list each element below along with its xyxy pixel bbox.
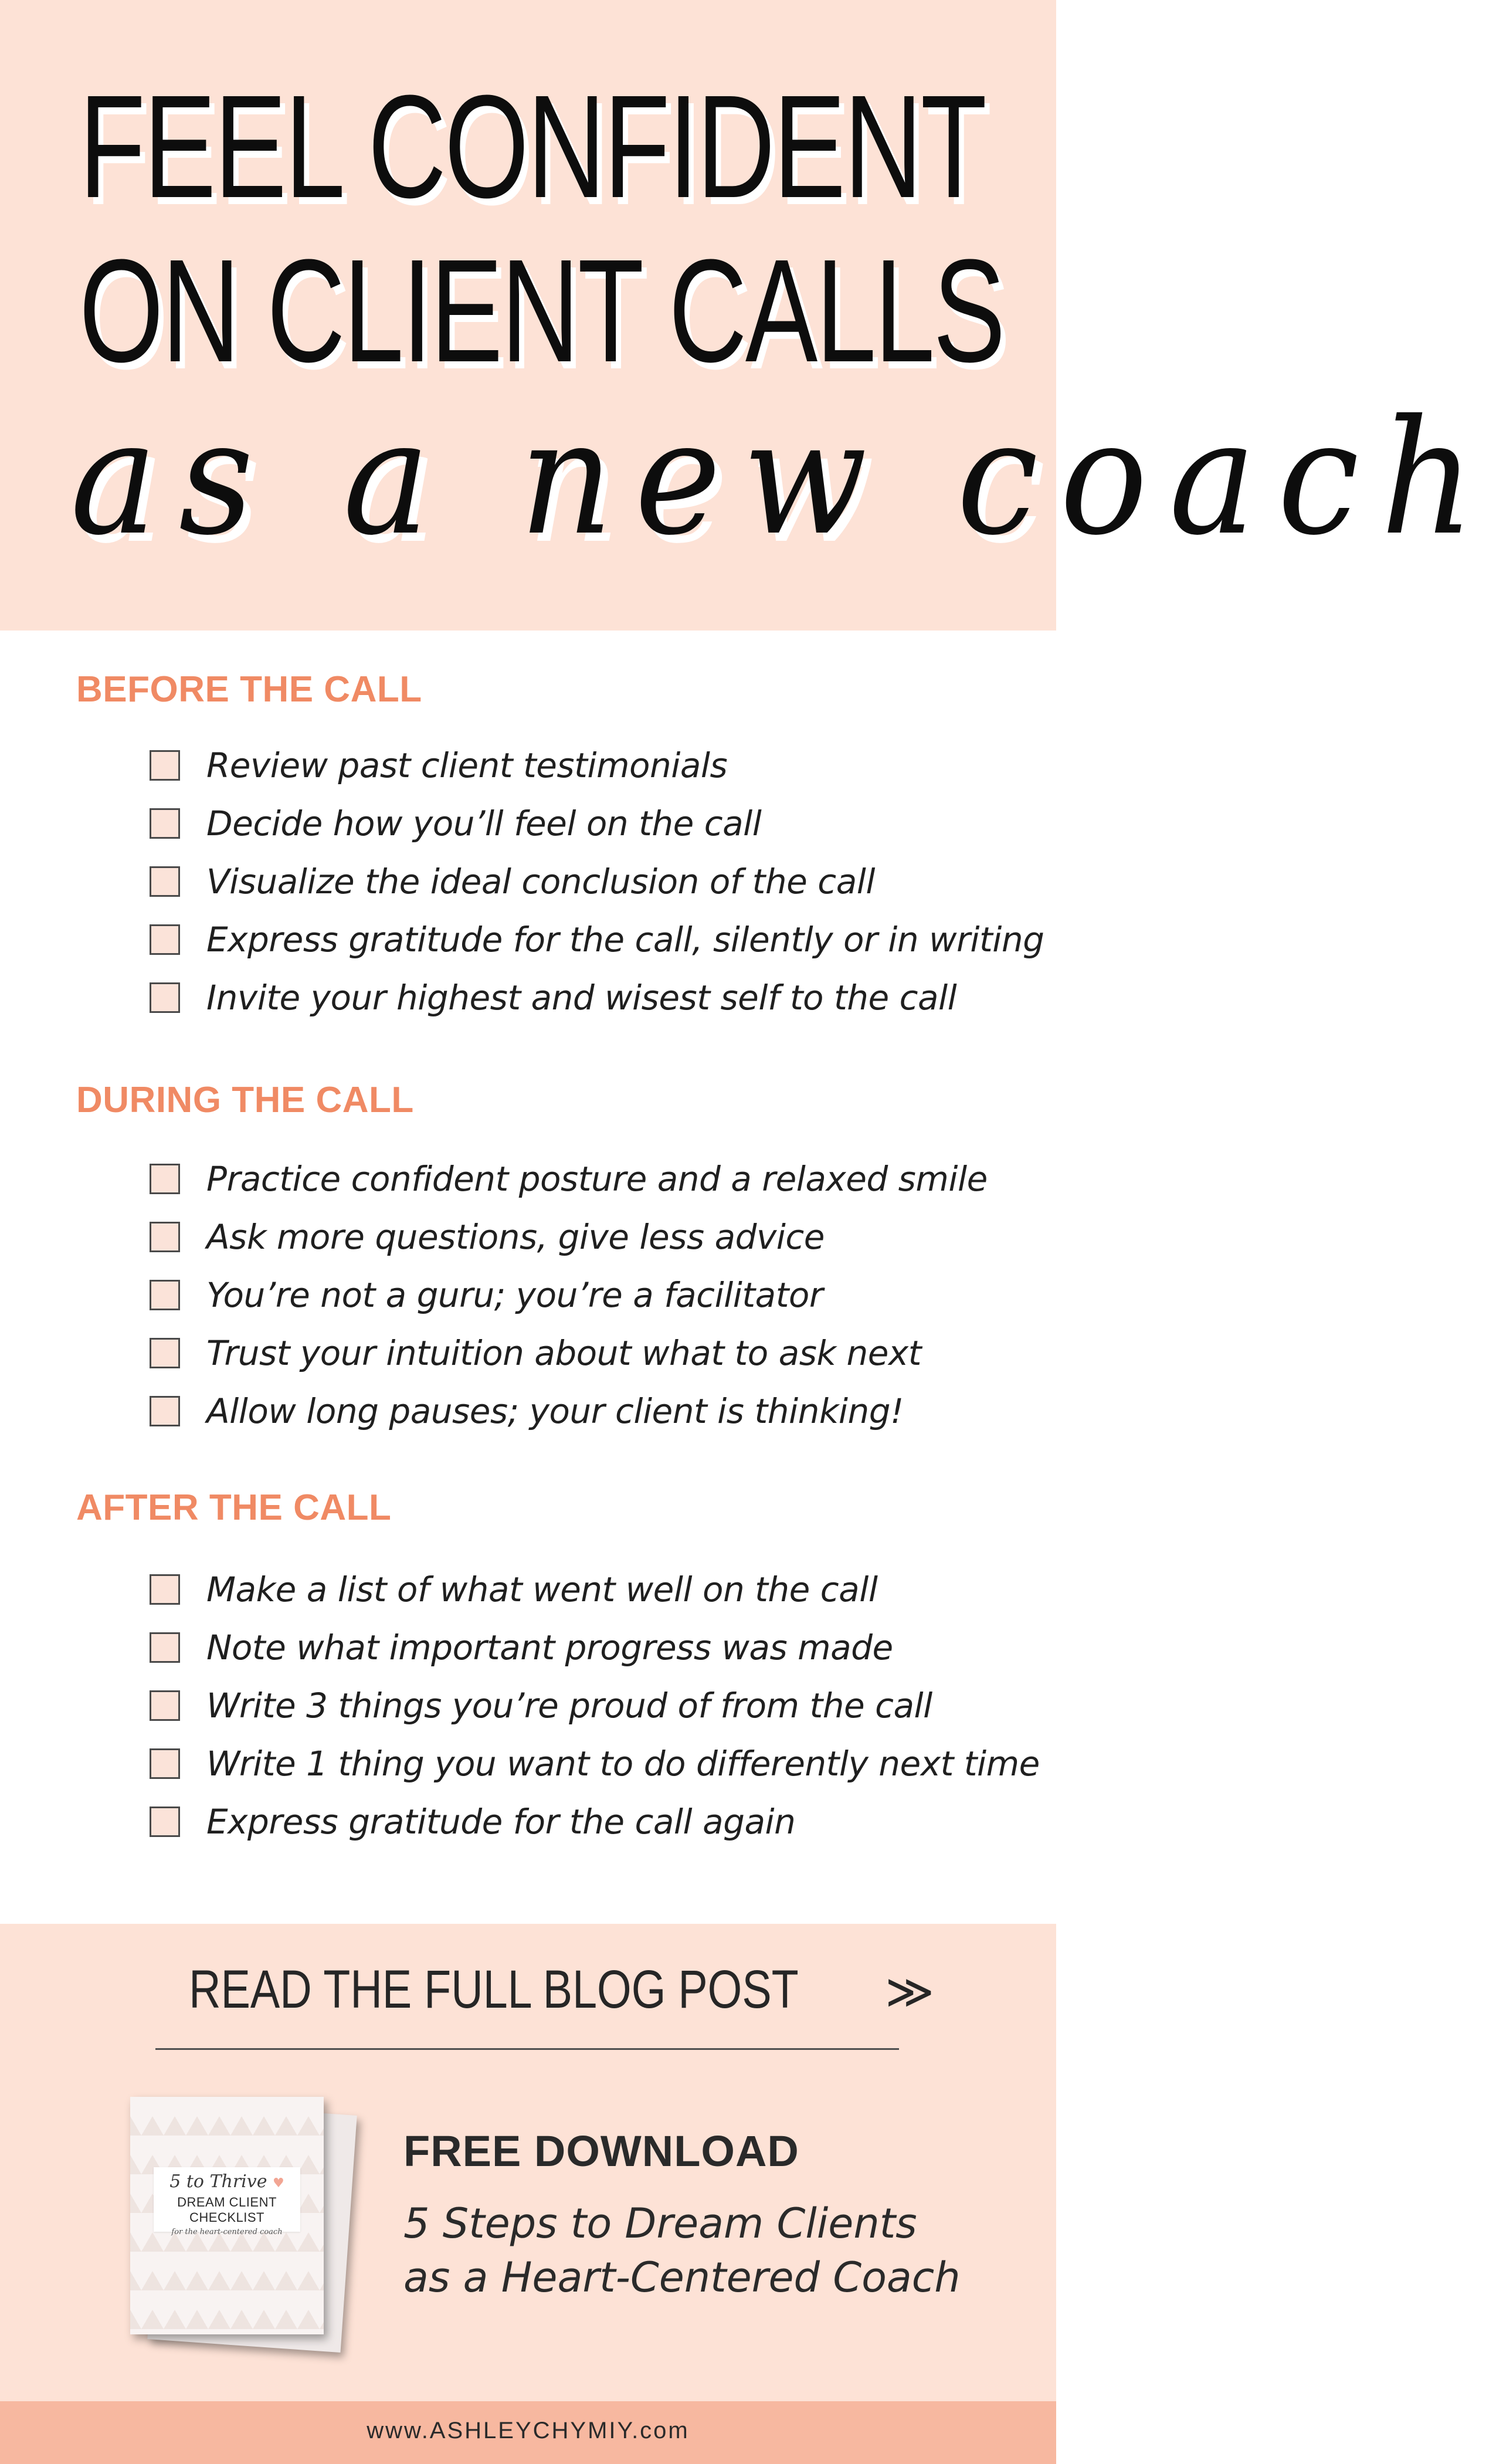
booklet-title: DREAM CLIENT CHECKLIST bbox=[177, 2195, 277, 2225]
checklist-item bbox=[150, 910, 1044, 968]
title-script-line: as a new coach bbox=[70, 385, 1496, 570]
checklist-item-text: Trust your intuition about what to ask next bbox=[206, 1333, 921, 1373]
checklist-item bbox=[150, 852, 1044, 910]
heart-icon: ♥ bbox=[273, 2176, 284, 2191]
booklet-script-title: 5 to Thrive bbox=[169, 2171, 267, 2192]
checkbox[interactable] bbox=[150, 1338, 180, 1368]
checkbox[interactable] bbox=[150, 982, 180, 1013]
double-chevron-right-icon: ≫ bbox=[885, 1964, 935, 2019]
checklist-item bbox=[150, 1676, 1040, 1734]
checklist-item bbox=[150, 794, 1044, 852]
checklist-item bbox=[150, 1792, 1040, 1850]
checklist-item-text: Visualize the ideal conclusion of the call bbox=[206, 861, 875, 901]
checklist-item bbox=[150, 1208, 988, 1266]
checkbox[interactable] bbox=[150, 1632, 180, 1663]
checkbox[interactable] bbox=[150, 1690, 180, 1721]
checkbox[interactable] bbox=[150, 750, 180, 781]
checklist-item-text: Invite your highest and wisest self to the call bbox=[206, 977, 957, 1018]
checklist-item-text: Allow long pauses; your client is thinking! bbox=[206, 1391, 904, 1431]
checklist-during bbox=[150, 1150, 988, 1440]
booklet-cover bbox=[130, 2097, 324, 2334]
checklist-item-text: Decide how you’ll feel on the call bbox=[206, 803, 762, 843]
checkbox[interactable] bbox=[150, 1574, 180, 1605]
website-url[interactable]: www.ASHLEYCHYMIY.com bbox=[367, 2418, 690, 2443]
checklist-item-text: Express gratitude for the call, silently or in writing bbox=[206, 919, 1044, 960]
free-download-heading[interactable]: FREE DOWNLOAD bbox=[403, 2127, 799, 2175]
checklist-item-text: Write 3 things you’re proud of from the call bbox=[206, 1685, 932, 1726]
checklist-item bbox=[150, 968, 1044, 1026]
checkbox[interactable] bbox=[150, 1807, 180, 1837]
checkbox[interactable] bbox=[150, 1396, 180, 1426]
checklist-item-text: Review past client testimonials bbox=[206, 745, 728, 785]
checklist-item bbox=[150, 1618, 1040, 1676]
checklist-item-text: Write 1 thing you want to do differently next time bbox=[206, 1743, 1040, 1784]
checklist-item bbox=[150, 1324, 988, 1382]
checklist-item-text: Note what important progress was made bbox=[206, 1627, 893, 1667]
checkbox[interactable] bbox=[150, 808, 180, 839]
checkbox[interactable] bbox=[150, 1280, 180, 1310]
checklist-item bbox=[150, 1734, 1040, 1792]
checkbox[interactable] bbox=[150, 866, 180, 897]
footer-divider bbox=[155, 2048, 899, 2050]
header-banner bbox=[0, 0, 1496, 631]
checklist-item bbox=[150, 1150, 988, 1208]
section-heading-after: AFTER THE CALL bbox=[76, 1487, 392, 1528]
checkbox[interactable] bbox=[150, 1164, 180, 1194]
checklist-item bbox=[150, 1560, 1040, 1618]
read-blog-post-label: READ THE FULL BLOG POST bbox=[189, 1960, 799, 2019]
checkbox[interactable] bbox=[150, 1222, 180, 1252]
free-download-booklet-image[interactable] bbox=[123, 2097, 352, 2349]
checklist-item-text: You’re not a guru; you’re a facilitator bbox=[206, 1275, 823, 1315]
checklist-after bbox=[150, 1560, 1040, 1850]
free-download-line-1: 5 Steps to Dream Clients bbox=[403, 2199, 917, 2248]
booklet-title-card bbox=[154, 2167, 300, 2236]
title-line-2: ON CLIENT CALLS bbox=[79, 229, 1004, 392]
title-line-1: FEEL CONFIDENT bbox=[79, 65, 985, 228]
section-heading-before: BEFORE THE CALL bbox=[76, 669, 422, 710]
checklist-before bbox=[150, 736, 1044, 1026]
checklist-item-text: Practice confident posture and a relaxed smile bbox=[206, 1158, 988, 1199]
checklist-item-text: Ask more questions, give less advice bbox=[206, 1216, 825, 1257]
free-download-line-2: as a Heart-Centered Coach bbox=[403, 2253, 961, 2302]
checklist-item-text: Make a list of what went well on the call bbox=[206, 1569, 878, 1609]
booklet-subtitle: for the heart-centered coach bbox=[171, 2228, 283, 2236]
checklist-item bbox=[150, 1382, 988, 1440]
read-blog-post-link[interactable] bbox=[0, 1959, 1056, 2021]
checkbox[interactable] bbox=[150, 924, 180, 955]
section-heading-during: DURING THE CALL bbox=[76, 1080, 414, 1120]
checkbox[interactable] bbox=[150, 1748, 180, 1779]
checklist-item bbox=[150, 736, 1044, 794]
checklist-item bbox=[150, 1266, 988, 1324]
checklist-item-text: Express gratitude for the call again bbox=[206, 1801, 796, 1842]
